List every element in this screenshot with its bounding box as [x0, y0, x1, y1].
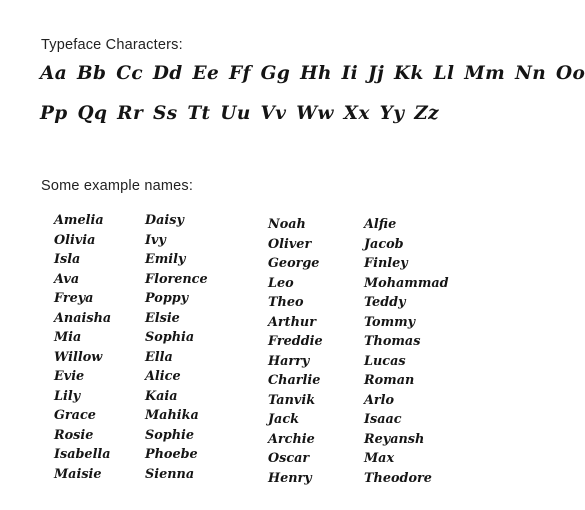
name-item: Tommy: [364, 314, 416, 330]
name-item: Phoebe: [145, 447, 198, 462]
name-item: Jack: [268, 412, 300, 427]
name-item: Amelia: [54, 213, 104, 228]
name-item: Jacob: [364, 236, 404, 252]
name-item: Ella: [145, 349, 173, 365]
name-item: Reyansh: [364, 431, 425, 447]
name-item: Thomas: [364, 334, 421, 349]
name-item: Poppy: [145, 291, 189, 306]
names-column-4: [364, 215, 449, 488]
name-item: Elsie: [145, 310, 180, 326]
name-item: Florence: [145, 271, 208, 287]
name-item: Alfie: [364, 217, 397, 232]
name-item: Mia: [54, 330, 82, 345]
name-item: Grace: [54, 408, 96, 423]
name-item: Leo: [268, 275, 294, 291]
name-item: Teddy: [364, 295, 406, 310]
name-item: Olivia: [54, 232, 96, 248]
names-column-3: [268, 215, 323, 488]
name-item: Theo: [268, 295, 304, 310]
name-item: Sienna: [145, 466, 195, 482]
name-item: Isla: [54, 252, 81, 267]
name-item: Ava: [54, 271, 80, 287]
name-item: Kaia: [145, 388, 178, 404]
name-item: Theodore: [364, 470, 432, 486]
alphabet-line-2: Pp Qq Rr Ss Tt Uu Vv Ww Xx Yy Zz: [40, 103, 440, 124]
name-item: Rosie: [54, 427, 94, 443]
name-item: Anaisha: [54, 310, 112, 326]
name-item: Roman: [364, 373, 415, 388]
names-column-1: [54, 211, 111, 484]
name-item: Lily: [54, 388, 81, 404]
name-item: Arlo: [364, 392, 395, 408]
name-item: Freddie: [268, 334, 323, 349]
name-item: Maisie: [54, 466, 102, 482]
name-item: Daisy: [145, 213, 184, 228]
name-item: Isabella: [54, 447, 111, 462]
name-item: Oliver: [268, 236, 312, 252]
name-item: Evie: [54, 369, 85, 384]
alphabet-line-1: Aa Bb Cc Dd Ee Ff Gg Hh Ii Jj Kk Ll Mm Nn Oo: [40, 63, 585, 84]
name-item: Mohammad: [364, 275, 449, 291]
name-item: Freya: [54, 291, 94, 306]
name-item: Noah: [268, 217, 306, 232]
name-item: Sophia: [145, 330, 195, 345]
name-item: Emily: [145, 252, 186, 267]
names-column-2: [145, 211, 208, 484]
name-item: Harry: [268, 353, 310, 369]
name-item: Tanvik: [268, 392, 316, 408]
name-item: Henry: [268, 470, 312, 486]
name-item: Arthur: [268, 314, 316, 330]
name-item: Charlie: [268, 373, 321, 388]
name-item: Oscar: [268, 451, 310, 466]
name-item: Isaac: [364, 412, 402, 427]
typeface-heading: Typeface Characters:: [41, 37, 183, 53]
name-item: Archie: [268, 431, 315, 447]
names-heading: Some example names:: [41, 178, 194, 194]
name-item: Sophie: [145, 427, 195, 443]
name-item: Alice: [145, 369, 181, 384]
name-item: Finley: [364, 256, 408, 271]
name-item: Ivy: [145, 232, 166, 248]
name-item: Mahika: [145, 408, 199, 423]
name-item: George: [268, 256, 320, 271]
name-item: Willow: [54, 349, 103, 365]
name-item: Lucas: [364, 353, 406, 369]
name-item: Max: [364, 451, 395, 466]
